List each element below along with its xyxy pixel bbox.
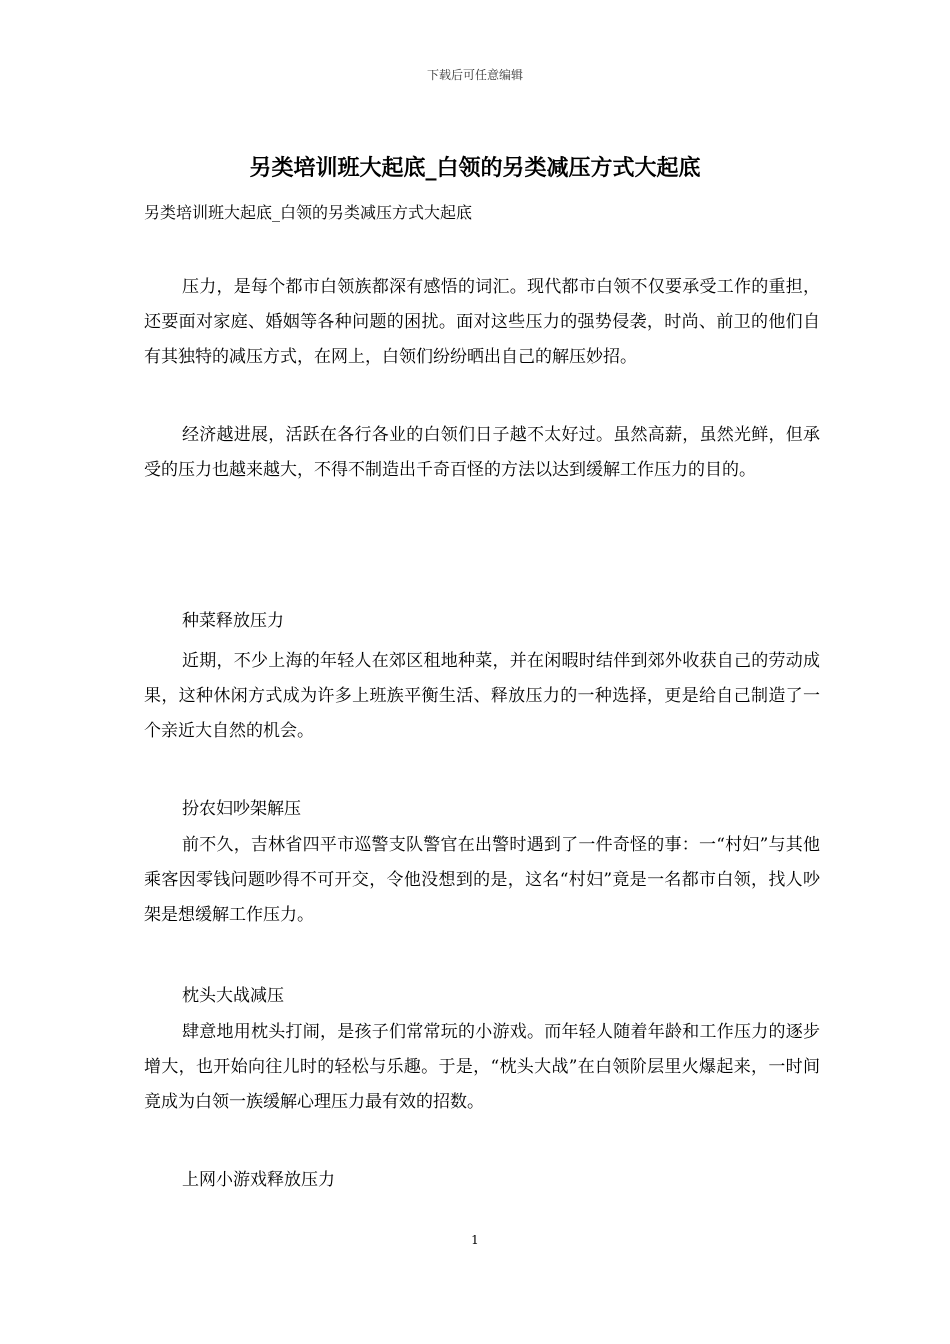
- section-heading-vegetables: 种菜释放压力: [182, 611, 284, 631]
- section-body-pillow-fight: 肆意地用枕头打闹，是孩子们常常玩的小游戏。而年轻人随着年龄和工作压力的逐步增大，也开始向往儿时的轻松与乐趣。于是，“枕头大战”在白领阶层里火爆起来，一时间竟成为白领一族缓解心理压力最有效的招数。: [144, 1022, 820, 1112]
- section-heading-online-games: 上网小游戏释放压力: [182, 1170, 335, 1190]
- section-body-quarrel: 前不久，吉林省四平市巡警支队警官在出警时遇到了一件奇怪的事：一“村妇”与其他乘客因零钱问题吵得不可开交，令他没想到的是，这名“村妇”竟是一名都市白领，找人吵架是想缓解工作压力。: [144, 835, 820, 925]
- page-header-note: 下载后可任意编辑: [426, 68, 523, 82]
- section-heading-pillow-fight: 枕头大战减压: [182, 986, 284, 1006]
- section-heading-quarrel: 扮农妇吵架解压: [182, 799, 301, 819]
- intro-paragraph-1: 压力，是每个都市白领族都深有感悟的词汇。现代都市白领不仅要承受工作的重担，还要面对家庭、婚姻等各种问题的困扰。面对这些压力的强势侵袭，时尚、前卫的他们自有其独特的减压方式，在网上，白领们纷纷晒出自己的解压妙招。: [144, 277, 820, 367]
- section-body-vegetables: 近期，不少上海的年轻人在郊区租地种菜，并在闲暇时结伴到郊外收获自己的劳动成果，这种休闲方式成为许多上班族平衡生活、释放压力的一种选择，更是给自己制造了一个亲近大自然的机会。: [144, 651, 820, 741]
- document-title: 另类培训班大起底_白领的另类减压方式大起底: [249, 155, 701, 181]
- intro-paragraph-2: 经济越进展，活跃在各行各业的白领们日子越不太好过。虽然高薪，虽然光鲜，但承受的压力也越来越大，不得不制造出千奇百怪的方法以达到缓解工作压力的目的。: [144, 425, 820, 480]
- page-number: 1: [471, 1233, 479, 1247]
- document-subtitle: 另类培训班大起底_白领的另类减压方式大起底: [144, 203, 473, 222]
